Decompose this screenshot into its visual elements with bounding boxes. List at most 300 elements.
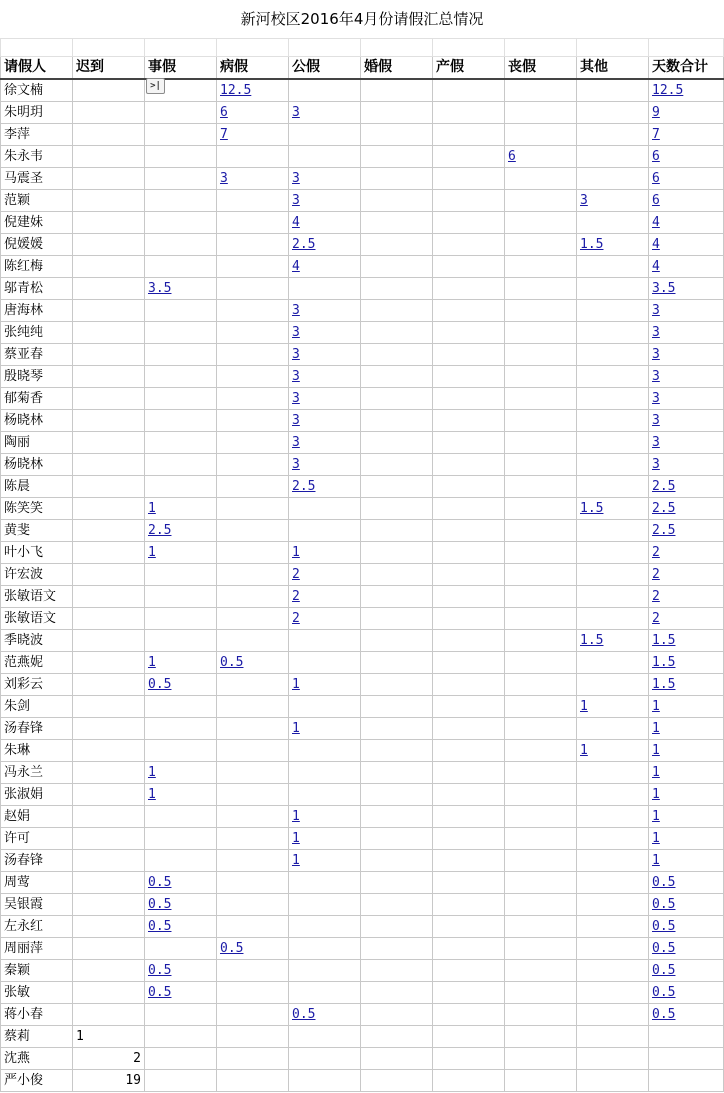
value-cell[interactable] [289, 938, 361, 960]
name-cell[interactable]: 许可 [1, 828, 73, 850]
value-cell[interactable] [361, 498, 433, 520]
value-link[interactable]: 1 [652, 721, 660, 736]
value-cell[interactable] [217, 938, 289, 960]
value-cell[interactable] [217, 498, 289, 520]
late-cell[interactable] [73, 388, 145, 410]
value-cell[interactable] [505, 894, 577, 916]
value-cell[interactable] [433, 234, 505, 256]
column-header[interactable]: 迟到 [73, 57, 145, 80]
value-cell[interactable] [649, 608, 724, 630]
value-link[interactable]: 1 [580, 743, 588, 758]
value-cell[interactable] [577, 718, 649, 740]
name-cell[interactable]: 蔡莉 [1, 1026, 73, 1048]
value-link[interactable]: 1.5 [580, 633, 604, 648]
late-cell[interactable] [73, 608, 145, 630]
value-cell[interactable] [217, 894, 289, 916]
value-cell[interactable] [649, 652, 724, 674]
value-cell[interactable] [433, 344, 505, 366]
value-cell[interactable] [505, 674, 577, 696]
value-link[interactable]: 3 [652, 435, 660, 450]
value-cell[interactable] [577, 300, 649, 322]
value-link[interactable]: 3 [292, 457, 300, 472]
value-cell[interactable] [289, 498, 361, 520]
value-link[interactable]: 3 [580, 193, 588, 208]
name-cell[interactable]: 陈笑笑 [1, 498, 73, 520]
value-cell[interactable] [217, 388, 289, 410]
value-cell[interactable] [649, 1026, 724, 1048]
value-cell[interactable] [217, 102, 289, 124]
value-cell[interactable] [289, 1048, 361, 1070]
value-cell[interactable] [289, 872, 361, 894]
value-cell[interactable] [145, 630, 217, 652]
value-cell[interactable] [361, 630, 433, 652]
value-cell[interactable] [361, 696, 433, 718]
name-cell[interactable]: 刘彩云 [1, 674, 73, 696]
value-link[interactable]: 2.5 [292, 237, 316, 252]
value-link[interactable]: 2 [652, 545, 660, 560]
late-cell[interactable] [73, 784, 145, 806]
value-link[interactable]: 3 [292, 171, 300, 186]
value-link[interactable]: 0.5 [652, 897, 676, 912]
value-cell[interactable] [217, 256, 289, 278]
value-cell[interactable] [145, 388, 217, 410]
value-link[interactable]: 1.5 [652, 677, 676, 692]
value-cell[interactable] [217, 432, 289, 454]
value-cell[interactable] [505, 278, 577, 300]
value-link[interactable]: 6 [652, 171, 660, 186]
late-cell[interactable] [73, 79, 145, 102]
value-cell[interactable] [145, 102, 217, 124]
value-cell[interactable] [289, 388, 361, 410]
value-cell[interactable] [433, 146, 505, 168]
value-cell[interactable] [361, 718, 433, 740]
value-link[interactable]: 2.5 [292, 479, 316, 494]
value-cell[interactable] [145, 300, 217, 322]
value-cell[interactable] [289, 740, 361, 762]
value-cell[interactable] [361, 410, 433, 432]
value-cell[interactable] [361, 520, 433, 542]
value-cell[interactable] [289, 630, 361, 652]
late-cell[interactable] [73, 542, 145, 564]
late-cell[interactable] [73, 102, 145, 124]
value-cell[interactable] [361, 102, 433, 124]
value-cell[interactable] [361, 894, 433, 916]
value-cell[interactable] [649, 344, 724, 366]
value-link[interactable]: 7 [220, 127, 228, 142]
value-link[interactable]: 3 [652, 369, 660, 384]
value-cell[interactable] [361, 608, 433, 630]
value-cell[interactable] [145, 938, 217, 960]
name-cell[interactable]: 范燕妮 [1, 652, 73, 674]
value-cell[interactable] [433, 608, 505, 630]
value-cell[interactable] [433, 1070, 505, 1092]
value-cell[interactable] [649, 234, 724, 256]
value-cell[interactable] [505, 1070, 577, 1092]
value-link[interactable]: 2.5 [652, 479, 676, 494]
name-cell[interactable]: 马震圣 [1, 168, 73, 190]
value-cell[interactable] [361, 168, 433, 190]
late-cell[interactable] [73, 168, 145, 190]
value-cell[interactable] [361, 432, 433, 454]
value-cell[interactable] [217, 476, 289, 498]
value-cell[interactable] [361, 256, 433, 278]
value-cell[interactable] [289, 168, 361, 190]
name-cell[interactable]: 徐文楠 [1, 79, 73, 102]
value-cell[interactable] [505, 784, 577, 806]
value-cell[interactable] [217, 234, 289, 256]
value-cell[interactable] [145, 916, 217, 938]
value-link[interactable]: 0.5 [652, 875, 676, 890]
value-cell[interactable] [145, 1026, 217, 1048]
value-cell[interactable] [649, 168, 724, 190]
name-cell[interactable]: 严小俊 [1, 1070, 73, 1092]
value-cell[interactable] [649, 1070, 724, 1092]
value-cell[interactable] [145, 542, 217, 564]
value-link[interactable]: 3 [220, 171, 228, 186]
value-cell[interactable] [649, 674, 724, 696]
value-link[interactable]: 1 [292, 809, 300, 824]
value-cell[interactable] [145, 564, 217, 586]
name-cell[interactable]: 汤春锋 [1, 718, 73, 740]
value-cell[interactable] [433, 938, 505, 960]
value-cell[interactable] [361, 762, 433, 784]
value-cell[interactable] [289, 1026, 361, 1048]
value-cell[interactable] [361, 542, 433, 564]
value-cell[interactable] [577, 630, 649, 652]
value-cell[interactable] [217, 960, 289, 982]
late-cell[interactable] [73, 476, 145, 498]
value-link[interactable]: 6 [220, 105, 228, 120]
value-cell[interactable] [145, 608, 217, 630]
value-cell[interactable] [433, 212, 505, 234]
value-cell[interactable] [577, 344, 649, 366]
value-cell[interactable] [433, 982, 505, 1004]
value-link[interactable]: 9 [652, 105, 660, 120]
value-cell[interactable] [649, 916, 724, 938]
value-cell[interactable] [289, 696, 361, 718]
value-cell[interactable] [505, 806, 577, 828]
value-cell[interactable] [217, 586, 289, 608]
value-cell[interactable] [649, 938, 724, 960]
name-cell[interactable]: 沈燕 [1, 1048, 73, 1070]
value-cell[interactable] [649, 806, 724, 828]
name-cell[interactable]: 赵娟 [1, 806, 73, 828]
value-cell[interactable] [505, 608, 577, 630]
value-cell[interactable] [649, 542, 724, 564]
name-cell[interactable]: 蔡亚春 [1, 344, 73, 366]
late-cell[interactable] [73, 256, 145, 278]
value-cell[interactable] [433, 322, 505, 344]
value-cell[interactable] [145, 278, 217, 300]
late-cell[interactable] [73, 916, 145, 938]
name-cell[interactable]: 蒋小春 [1, 1004, 73, 1026]
value-link[interactable]: 4 [652, 237, 660, 252]
value-cell[interactable] [289, 564, 361, 586]
name-cell[interactable]: 范颖 [1, 190, 73, 212]
value-cell[interactable] [145, 718, 217, 740]
late-cell[interactable] [73, 828, 145, 850]
value-cell[interactable] [505, 564, 577, 586]
value-cell[interactable] [577, 410, 649, 432]
value-link[interactable]: 12.5 [652, 83, 684, 98]
value-cell[interactable] [289, 520, 361, 542]
value-cell[interactable] [577, 256, 649, 278]
value-cell[interactable] [217, 410, 289, 432]
value-cell[interactable] [361, 212, 433, 234]
value-cell[interactable] [145, 124, 217, 146]
value-cell[interactable] [289, 124, 361, 146]
value-link[interactable]: 0.5 [148, 963, 172, 978]
value-cell[interactable] [217, 168, 289, 190]
value-cell[interactable] [145, 256, 217, 278]
value-cell[interactable] [433, 190, 505, 212]
value-cell[interactable] [289, 1004, 361, 1026]
value-cell[interactable] [505, 872, 577, 894]
value-cell[interactable] [433, 432, 505, 454]
value-cell[interactable] [289, 256, 361, 278]
value-cell[interactable] [433, 410, 505, 432]
value-link[interactable]: 2.5 [652, 523, 676, 538]
value-cell[interactable] [433, 850, 505, 872]
value-cell[interactable] [217, 674, 289, 696]
value-cell[interactable] [505, 1048, 577, 1070]
value-cell[interactable] [577, 432, 649, 454]
value-cell[interactable] [361, 190, 433, 212]
value-link[interactable]: 3 [292, 369, 300, 384]
value-cell[interactable] [433, 652, 505, 674]
value-cell[interactable] [217, 1070, 289, 1092]
name-cell[interactable]: 杨晓林 [1, 454, 73, 476]
value-cell[interactable] [289, 432, 361, 454]
cell[interactable] [289, 39, 361, 57]
value-link[interactable]: 3 [292, 105, 300, 120]
value-link[interactable]: 1 [292, 545, 300, 560]
value-link[interactable]: 0.5 [652, 1007, 676, 1022]
value-cell[interactable] [433, 256, 505, 278]
value-link[interactable]: 0.5 [652, 941, 676, 956]
value-link[interactable]: 1 [148, 787, 156, 802]
value-cell[interactable] [361, 79, 433, 102]
value-link[interactable]: 6 [652, 193, 660, 208]
value-link[interactable]: 0.5 [220, 941, 244, 956]
value-cell[interactable] [433, 762, 505, 784]
value-link[interactable]: 1 [292, 721, 300, 736]
late-cell[interactable] [73, 564, 145, 586]
value-cell[interactable] [649, 322, 724, 344]
value-cell[interactable] [649, 828, 724, 850]
value-link[interactable]: 1 [148, 765, 156, 780]
column-header[interactable]: 天数合计 [649, 57, 724, 80]
value-cell[interactable] [361, 828, 433, 850]
value-cell[interactable] [361, 300, 433, 322]
value-cell[interactable] [217, 564, 289, 586]
value-link[interactable]: 0.5 [220, 655, 244, 670]
value-cell[interactable] [577, 79, 649, 102]
value-cell[interactable] [217, 608, 289, 630]
value-cell[interactable] [433, 828, 505, 850]
late-cell[interactable] [73, 498, 145, 520]
value-cell[interactable] [577, 652, 649, 674]
value-cell[interactable] [577, 696, 649, 718]
value-cell[interactable] [433, 1048, 505, 1070]
late-cell[interactable] [73, 344, 145, 366]
value-cell[interactable] [145, 234, 217, 256]
value-cell[interactable] [505, 828, 577, 850]
value-link[interactable]: 1 [652, 699, 660, 714]
value-link[interactable]: 1 [148, 655, 156, 670]
value-cell[interactable] [289, 322, 361, 344]
value-link[interactable]: 6 [652, 149, 660, 164]
column-header[interactable]: 事假 [145, 57, 217, 80]
value-cell[interactable] [217, 806, 289, 828]
name-cell[interactable]: 汤春锋 [1, 850, 73, 872]
value-cell[interactable] [217, 322, 289, 344]
value-link[interactable]: 7 [652, 127, 660, 142]
value-cell[interactable] [505, 432, 577, 454]
value-cell[interactable] [505, 1026, 577, 1048]
value-cell[interactable] [577, 1048, 649, 1070]
cell[interactable] [433, 39, 505, 57]
late-cell[interactable] [73, 432, 145, 454]
value-cell[interactable] [361, 344, 433, 366]
value-cell[interactable] [577, 916, 649, 938]
column-header[interactable]: 请假人 [1, 57, 73, 80]
value-cell[interactable] [649, 696, 724, 718]
value-cell[interactable] [145, 366, 217, 388]
value-cell[interactable] [649, 498, 724, 520]
value-cell[interactable] [289, 762, 361, 784]
value-link[interactable]: 3 [292, 193, 300, 208]
value-cell[interactable] [505, 630, 577, 652]
value-cell[interactable] [505, 476, 577, 498]
late-cell[interactable] [73, 806, 145, 828]
value-link[interactable]: 3 [292, 325, 300, 340]
value-cell[interactable] [361, 366, 433, 388]
name-cell[interactable]: 朱永韦 [1, 146, 73, 168]
value-cell[interactable] [649, 1004, 724, 1026]
value-cell[interactable] [361, 234, 433, 256]
value-cell[interactable] [217, 718, 289, 740]
value-cell[interactable] [361, 476, 433, 498]
late-cell[interactable] [73, 300, 145, 322]
late-cell[interactable] [73, 1004, 145, 1026]
value-cell[interactable] [145, 652, 217, 674]
value-cell[interactable] [433, 520, 505, 542]
value-cell[interactable] [505, 520, 577, 542]
value-cell[interactable] [145, 1004, 217, 1026]
value-cell[interactable] [361, 652, 433, 674]
value-cell[interactable] [505, 718, 577, 740]
value-cell[interactable] [649, 190, 724, 212]
value-cell[interactable] [505, 168, 577, 190]
value-cell[interactable] [505, 124, 577, 146]
value-link[interactable]: 2 [292, 567, 300, 582]
late-cell[interactable]: 1 [73, 1026, 145, 1048]
value-cell[interactable] [505, 366, 577, 388]
value-cell[interactable] [649, 1048, 724, 1070]
value-cell[interactable] [505, 146, 577, 168]
value-cell[interactable] [577, 674, 649, 696]
value-cell[interactable] [505, 982, 577, 1004]
value-cell[interactable] [145, 894, 217, 916]
name-cell[interactable]: 张纯纯 [1, 322, 73, 344]
cell[interactable] [145, 39, 217, 57]
value-cell[interactable] [649, 784, 724, 806]
value-cell[interactable] [649, 586, 724, 608]
value-cell[interactable] [217, 828, 289, 850]
value-link[interactable]: 1 [652, 831, 660, 846]
value-cell[interactable] [145, 520, 217, 542]
value-cell[interactable] [145, 762, 217, 784]
value-cell[interactable] [433, 79, 505, 102]
value-cell[interactable] [433, 806, 505, 828]
late-cell[interactable] [73, 674, 145, 696]
name-cell[interactable]: 张敏语文 [1, 586, 73, 608]
name-cell[interactable]: 郁菊香 [1, 388, 73, 410]
value-cell[interactable] [433, 366, 505, 388]
late-cell[interactable] [73, 212, 145, 234]
value-link[interactable]: 3.5 [148, 281, 172, 296]
value-cell[interactable] [145, 850, 217, 872]
value-link[interactable]: 0.5 [652, 963, 676, 978]
value-cell[interactable] [289, 916, 361, 938]
value-cell[interactable] [577, 762, 649, 784]
value-cell[interactable] [649, 366, 724, 388]
value-cell[interactable] [433, 124, 505, 146]
value-cell[interactable] [577, 366, 649, 388]
cell[interactable] [217, 39, 289, 57]
value-cell[interactable] [649, 454, 724, 476]
value-link[interactable]: 1 [580, 699, 588, 714]
value-link[interactable]: 1 [652, 853, 660, 868]
name-cell[interactable]: 陈红梅 [1, 256, 73, 278]
name-cell[interactable]: 许宏波 [1, 564, 73, 586]
late-cell[interactable] [73, 762, 145, 784]
value-cell[interactable] [145, 322, 217, 344]
value-link[interactable]: 1 [292, 831, 300, 846]
value-cell[interactable] [577, 476, 649, 498]
value-link[interactable]: 4 [652, 215, 660, 230]
value-cell[interactable] [433, 740, 505, 762]
value-cell[interactable] [649, 432, 724, 454]
value-cell[interactable] [361, 322, 433, 344]
value-link[interactable]: 2 [652, 589, 660, 604]
value-cell[interactable] [505, 454, 577, 476]
value-cell[interactable] [433, 916, 505, 938]
value-cell[interactable] [505, 916, 577, 938]
value-cell[interactable] [289, 344, 361, 366]
value-cell[interactable] [649, 520, 724, 542]
value-cell[interactable] [217, 1048, 289, 1070]
value-link[interactable]: 3 [292, 347, 300, 362]
value-link[interactable]: 3 [652, 303, 660, 318]
cell[interactable] [1, 39, 73, 57]
name-cell[interactable]: 季晓波 [1, 630, 73, 652]
value-cell[interactable] [361, 740, 433, 762]
late-cell[interactable] [73, 190, 145, 212]
value-cell[interactable] [289, 234, 361, 256]
value-cell[interactable] [649, 410, 724, 432]
value-cell[interactable] [577, 146, 649, 168]
value-cell[interactable] [217, 190, 289, 212]
value-cell[interactable] [433, 542, 505, 564]
value-link[interactable]: 1 [148, 545, 156, 560]
value-cell[interactable] [577, 740, 649, 762]
late-cell[interactable] [73, 872, 145, 894]
value-cell[interactable] [361, 146, 433, 168]
value-cell[interactable] [289, 850, 361, 872]
late-cell[interactable] [73, 740, 145, 762]
